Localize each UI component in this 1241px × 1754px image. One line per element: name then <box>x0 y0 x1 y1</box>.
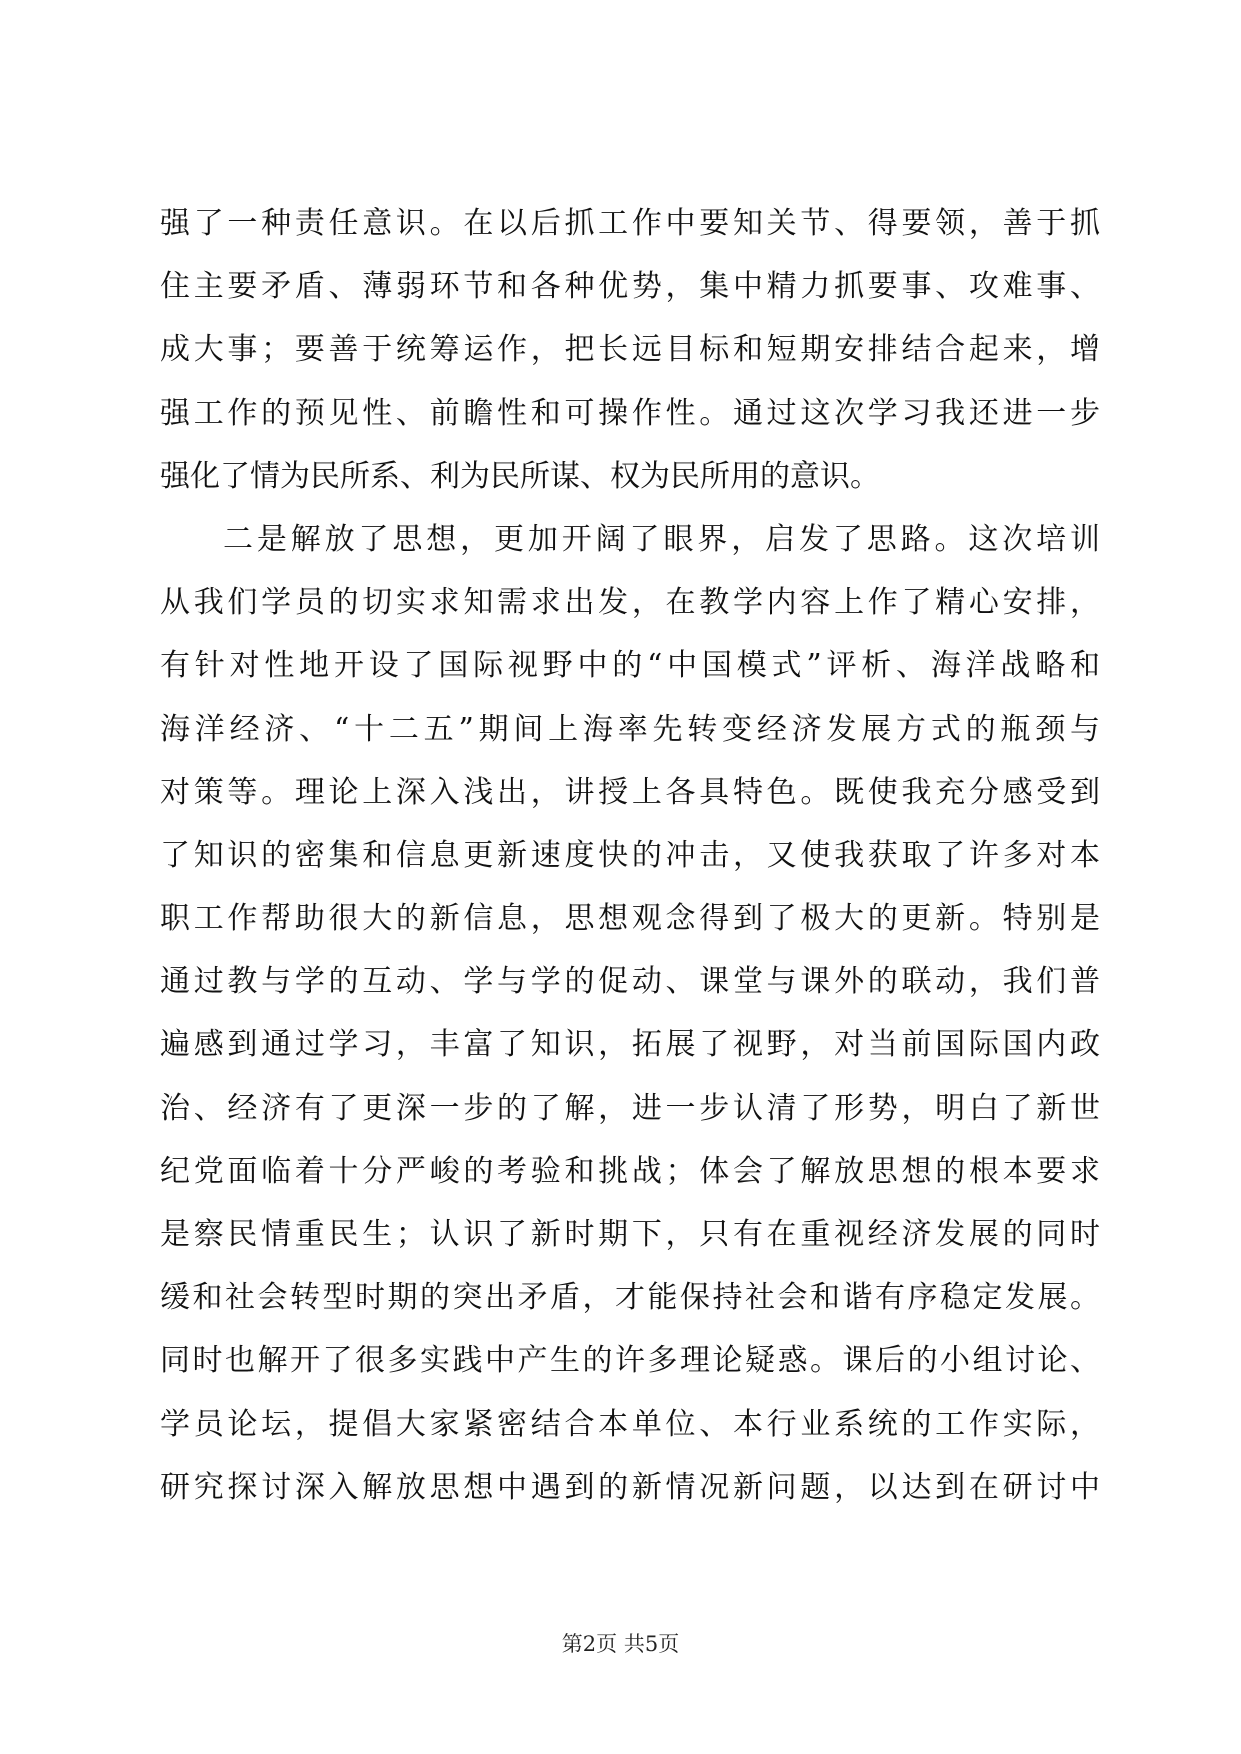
text-line: 同时也解开了很多实践中产生的许多理论疑惑。课后的小组讨论、 <box>160 1343 1100 1379</box>
text-line: 强工作的预见性、前瞻性和可操作性。通过这次学习我还进一步 <box>160 395 1100 431</box>
text-line: 是察民情重民生；认识了新时期下，只有在重视经济发展的同时 <box>160 1217 1100 1252</box>
text-line: 对策等。理论上深入浅出，讲授上各具特色。既使我充分感受到 <box>160 774 1100 810</box>
text-line: 成大事；要善于统筹运作，把长远目标和短期安排结合起来，增 <box>160 332 1100 368</box>
page-number-footer: 第2页 共5页 <box>561 1632 680 1656</box>
body-text <box>160 192 1100 1519</box>
text-line: 住主要矛盾、薄弱环节和各种优势，集中精力抓要事、攻难事、 <box>160 269 1100 305</box>
text-line: 职工作帮助很大的新信息，思想观念得到了极大的更新。特别是 <box>160 901 1100 937</box>
text-line: 纪党面临着十分严峻的考验和挑战；体会了解放思想的根本要求 <box>160 1153 1100 1189</box>
text-line: 海洋经济、“十二五”期间上海率先转变经济发展方式的瓶颈与 <box>160 711 1100 747</box>
text-line: 遍感到通过学习，丰富了知识，拓展了视野，对当前国际国内政 <box>160 1027 1100 1063</box>
text-line: 有针对性地开设了国际视野中的“中国模式”评析、海洋战略和 <box>160 648 1100 684</box>
text-line: 强了一种责任意识。在以后抓工作中要知关节、得要领，善于抓 <box>160 206 1100 241</box>
text-line: 从我们学员的切实求知需求出发，在教学内容上作了精心安排， <box>160 585 1100 621</box>
text-line: 学员论坛，提倡大家紧密结合本单位、本行业系统的工作实际， <box>160 1406 1100 1442</box>
text-line: 通过教与学的互动、学与学的促动、课堂与课外的联动，我们普 <box>160 964 1100 1000</box>
text-line: 缓和社会转型时期的突出矛盾，才能保持社会和谐有序稳定发展。 <box>160 1280 1100 1316</box>
text-line: 研究探讨深入解放思想中遇到的新情况新问题，以达到在研讨中 <box>160 1469 1100 1505</box>
text-line: 了知识的密集和信息更新速度快的冲击，又使我获取了许多对本 <box>160 837 1100 873</box>
text-line: 强化了情为民所系、利为民所谋、权为民所用的意识。 <box>160 458 880 494</box>
paragraph-first-line: 二是解放了思想，更加开阔了眼界，启发了思路。这次培训 <box>223 521 1100 557</box>
text-line: 治、经济有了更深一步的了解，进一步认清了形势，明白了新世 <box>160 1090 1100 1126</box>
